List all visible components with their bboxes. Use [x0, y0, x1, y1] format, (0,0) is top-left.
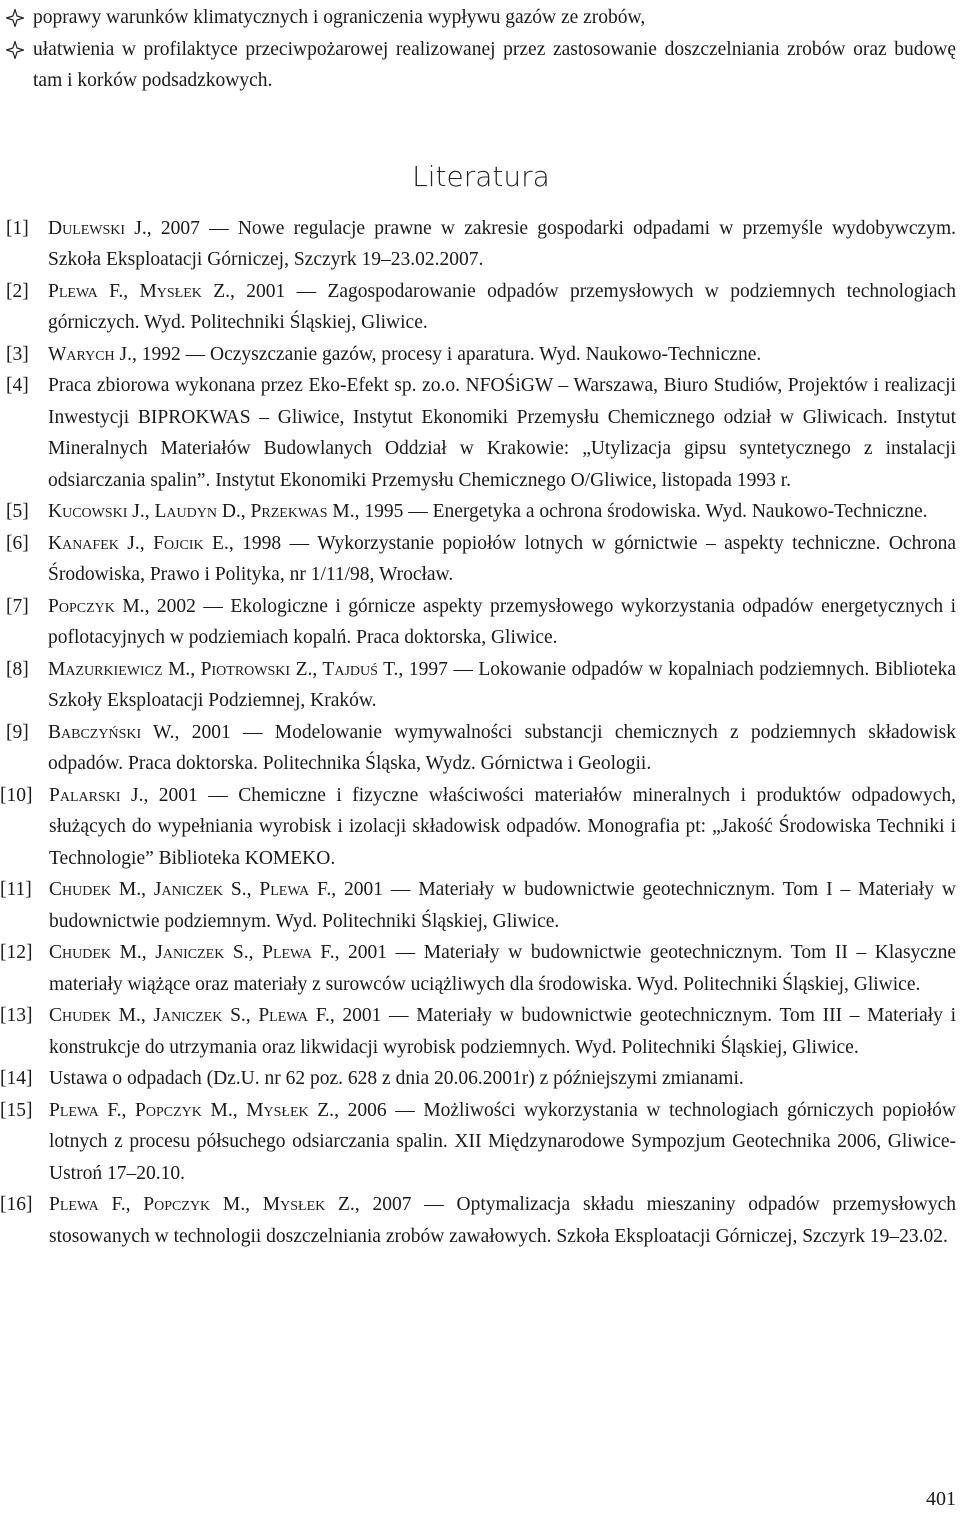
section-title: Literatura — [412, 159, 550, 193]
reference-authors: Babczyński W. — [48, 721, 175, 743]
reference-item — [6, 654, 956, 717]
reference-number: [1] — [6, 217, 29, 239]
reference-number: [11] — [0, 879, 32, 900]
reference-authors: Palarski J. — [49, 784, 144, 806]
reference-text: , 2006 — Możliwości wykorzystania w technologiach górniczych popiołów lotnych z procesu półsuchego odsiarczania spalin. XII Międzynarodowe Sympozjum Geotechnika 2006, Gliwice-Ustroń 17–20.10. — [49, 1099, 956, 1184]
reference-number: [7] — [6, 595, 29, 617]
reference-authors: Dulewski J. — [48, 217, 147, 239]
reference-number: [13] — [0, 1005, 33, 1026]
reference-item — [6, 370, 956, 496]
reference-number: [9] — [6, 721, 29, 743]
reference-item — [0, 1000, 956, 1063]
reference-text: , 1992 — Oczyszczanie gazów, procesy i aparatura. Wyd. Naukowo-Techniczne. — [131, 343, 762, 365]
reference-number: [8] — [6, 658, 29, 680]
bullet-item — [6, 2, 956, 34]
four-point-star-icon — [6, 9, 24, 27]
reference-list — [0, 213, 957, 1253]
bullet-list — [6, 2, 956, 97]
reference-authors: Popczyk M. — [48, 595, 145, 617]
reference-number: [15] — [0, 1099, 33, 1121]
reference-item — [0, 1095, 956, 1190]
reference-text: , 2001 — Materiały w budownictwie geotechnicznym. Tom I – Materiały w budownictwie podziemnym. Wyd. Politechniki Śląskiej, Gliwice. — [49, 879, 956, 932]
reference-number: [3] — [6, 343, 29, 365]
reference-text: , 1997 — Lokowanie odpadów w kopalniach podziemnych. Biblioteka Szkoły Eksploatacji Podziemnej, Kraków. — [48, 658, 956, 711]
reference-item — [6, 339, 956, 371]
reference-item — [6, 591, 956, 654]
reference-text: Ustawa o odpadach (Dz.U. nr 62 poz. 628 z dnia 20.06.2001r) z późniejszymi zmianami. — [49, 1068, 744, 1089]
reference-number: [16] — [0, 1194, 33, 1215]
reference-text: , 2001 — Materiały w budownictwie geotechnicznym. Tom II – Klasyczne materiały wiążące oraz materiały z surowców uciążliwych dla środowiska. Wyd. Politechniki Śląskiej, Gliwice. — [49, 942, 956, 995]
reference-text: , 2001 — Materiały w budownictwie geotechnicznym. Tom III – Materiały i konstrukcje do utrzymania oraz likwidacji wyrobisk podziemnych. Wyd. Politechniki Śląskiej, Gliwice. — [49, 1005, 956, 1058]
reference-text: , 2007 — Nowe regulacje prawne w zakresie gospodarki odpadami w przemyśle wydobywczym. Szkoła Eksploatacji Górniczej, Szczyrk 19–23.02.2007. — [48, 217, 956, 270]
reference-number: [5] — [6, 501, 29, 522]
reference-item — [0, 1189, 956, 1252]
reference-authors: Kucowski J., Laudyn D., Przekwas M. — [48, 501, 355, 522]
reference-authors: Plewa F., Popczyk M., Mysłek Z. — [49, 1194, 355, 1215]
reference-authors: Kanafek J., Fojcik E. — [48, 532, 229, 554]
page-number: 401 — [926, 1488, 956, 1510]
reference-number: [6] — [6, 532, 29, 554]
reference-number: [4] — [6, 375, 29, 396]
page-content — [0, 2, 957, 1252]
reference-text: , 2002 — Ekologiczne i górnicze aspekty przemysłowego wykorzystania odpadów energetycznych i poflotacyjnych w podziemiach kopalń. Praca doktorska, Gliwice. — [48, 595, 956, 648]
reference-item — [6, 276, 956, 339]
reference-number: [10] — [0, 784, 33, 806]
reference-text: , 1995 — Energetyka a ochrona środowiska. Wyd. Naukowo-Techniczne. — [354, 501, 928, 522]
reference-text: , 2001 — Modelowanie wymywalności substancji chemicznych z podziemnych składowisk odpadów. Praca doktorska. Politechnika Śląska, Wydz. Górnictwa i Geologii. — [48, 721, 956, 774]
reference-number: [14] — [0, 1068, 33, 1089]
bullet-item — [6, 34, 956, 97]
reference-text: , 2001 — Zagospodarowanie odpadów przemysłowych w podziemnych technologiach górniczych. Wyd. Politechniki Śląskiej, Gliwice. — [48, 280, 956, 333]
reference-text: Praca zbiorowa wykonana przez Eko-Efekt sp. zo.o. NFOŚiGW – Warszawa, Biuro Studiów, Projektów i realizacji Inwestycji BIPROKWAS – Gliwice, Instytut Ekonomiki Przemysłu Chemicznego odział w Gliwicach. Instytut Mineralnych Materiałów Budowlanych Oddział w Krakowie: „Utylizacja gipsu syntetycznego z instalacji odsiarczania spalin”. Instytut Ekonomiki Przemysłu Chemicznego O/Gliwice, listopada 1993 r. — [48, 375, 956, 491]
reference-number: [12] — [0, 942, 33, 963]
reference-item — [6, 213, 956, 276]
reference-authors: Plewa F., Mysłek Z. — [48, 280, 231, 302]
reference-item — [0, 874, 956, 937]
reference-authors: Chudek M., Janiczek S., Plewa F. — [49, 879, 332, 900]
reference-item — [6, 528, 956, 591]
four-point-star-icon — [6, 41, 24, 59]
reference-text: , 2007 — Optymalizacja składu mieszaniny odpadów przemysłowych stosowanych w technologii doszczelniania zrobów zawałowych. Szkoła Eksploatacji Górniczej, Szczyrk 19–23.02. — [49, 1194, 956, 1247]
reference-authors: Warych J. — [48, 343, 132, 365]
reference-number: [2] — [6, 280, 29, 302]
reference-item — [6, 496, 956, 528]
bullet-text: ułatwienia w profilaktyce przeciwpożarowej realizowanej przez zastosowanie doszczelniania zrobów oraz budowę tam i korków podsadzkowych. — [33, 38, 956, 91]
reference-item — [6, 717, 956, 780]
reference-authors: Plewa F., Popczyk M., Mysłek Z. — [49, 1099, 335, 1121]
reference-item — [0, 780, 957, 875]
reference-text: , 1998 — Wykorzystanie popiołów lotnych w górnictwie – aspekty techniczne. Ochrona Środowiska, Prawo i Polityka, nr 1/11/98, Wrocław. — [48, 532, 956, 585]
reference-item — [0, 1063, 956, 1095]
reference-authors: Mazurkiewicz M., Piotrowski Z., Tajduś T. — [48, 658, 399, 680]
reference-item — [0, 937, 956, 1000]
bullet-text: poprawy warunków klimatycznych i ograniczenia wypływu gazów ze zrobów, — [33, 7, 646, 28]
reference-text: , 2001 — Chemiczne i fizyczne właściwości materiałów mineralnych i produktów odpadowych, służących do wypełniania wyrobisk i izolacji składowisk odpadów. Monografia pt: „Jakość Środowiska Techniki i Technologie” Biblioteka KOMEKO. — [49, 784, 957, 869]
reference-authors: Chudek M., Janiczek S., Plewa F. — [49, 942, 335, 963]
reference-authors: Chudek M., Janiczek S., Plewa F. — [49, 1005, 330, 1026]
